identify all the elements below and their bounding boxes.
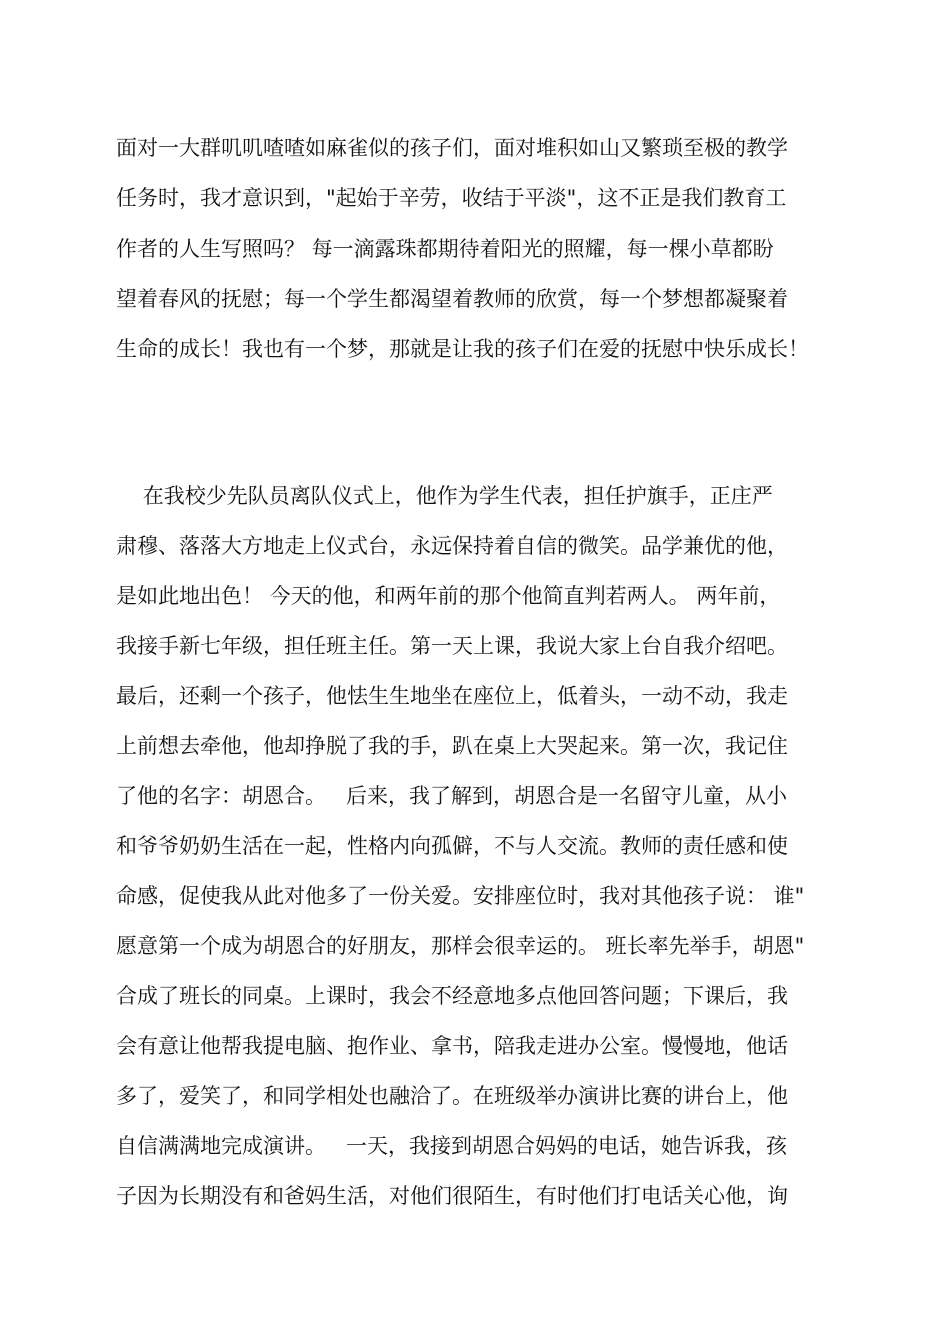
text-line: 是如此地出色！ 今天的他，和两年前的那个他简直判若两人。 两年前， — [116, 584, 781, 608]
text-line: 在我校少先队员离队仪式上，他作为学生代表，担任护旗手，正庄严 — [116, 484, 773, 508]
text-line: 望着春风的抚慰；每一个学生都渴望着教师的欣赏，每一个梦想都凝聚着 — [116, 287, 788, 311]
text-line: 会有意让他帮我提电脑、抱作业、拿书，陪我走进办公室。慢慢地，他话 — [116, 1034, 788, 1058]
text-line: 面对一大群叽叽喳喳如麻雀似的孩子们，面对堆积如山又繁琐至极的教学 — [116, 136, 788, 160]
text-line: 了他的名字：胡恩合。 后来，我了解到，胡恩合是一名留守儿童，从小 — [116, 784, 788, 808]
text-line: 子因为长期没有和爸妈生活，对他们很陌生，有时他们打电话关心他，询 — [116, 1184, 788, 1208]
text-line: 自信满满地完成演讲。 一天，我接到胡恩合妈妈的电话，她告诉我，孩 — [116, 1134, 788, 1158]
text-line: 命感，促使我从此对他多了一份关爱。安排座位时，我对其他孩子说： 谁" — [116, 884, 805, 908]
text-line: 任务时，我才意识到，"起始于辛劳，收结于平淡"，这不正是我们教育工 — [116, 186, 787, 210]
text-line: 最后，还剩一个孩子，他怯生生地坐在座位上，低着头，一动不动，我走 — [116, 684, 788, 708]
text-line: 肃穆、落落大方地走上仪式台，永远保持着自信的微笑。品学兼优的他， — [116, 534, 788, 558]
text-line: 和爷爷奶奶生活在一起，性格内向孤僻，不与人交流。教师的责任感和使 — [116, 834, 788, 858]
text-line: 多了，爱笑了，和同学相处也融洽了。在班级举办演讲比赛的讲台上，他 — [116, 1084, 788, 1108]
text-line: 我接手新七年级，担任班主任。第一天上课，我说大家上台自我介绍吧。 — [116, 634, 788, 658]
text-line: 生命的成长！我也有一个梦，那就是让我的孩子们在爱的抚慰中快乐成长！ — [116, 337, 809, 361]
text-line: 作者的人生写照吗？ 每一滴露珠都期待着阳光的照耀，每一棵小草都盼 — [116, 237, 774, 261]
text-line: 上前想去牵他，他却挣脱了我的手，趴在桌上大哭起来。第一次，我记住 — [116, 734, 788, 758]
text-line: 愿意第一个成为胡恩合的好朋友，那样会很幸运的。 班长率先举手，胡恩" — [116, 934, 805, 958]
text-line: 合成了班长的同桌。上课时，我会不经意地多点他回答问题；下课后，我 — [116, 984, 788, 1008]
